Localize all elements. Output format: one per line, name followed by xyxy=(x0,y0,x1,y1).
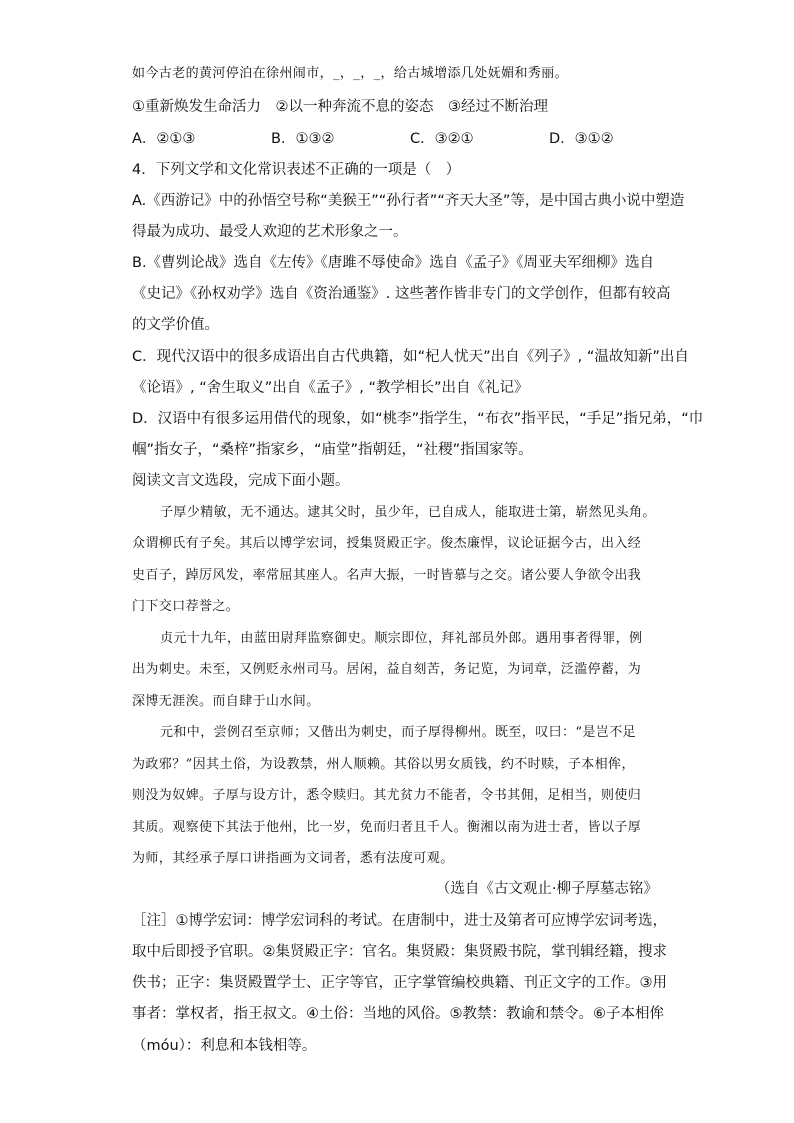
notes-line1: ［注］①博学宏词：博学宏词科的考试。在唐制中，进士及第者可应博学宏词考选， xyxy=(132,913,667,929)
passage-p3-line3: 则没为奴婢。子厚与设方计，悉令赎归。其尤贫力不能者，令书其佣，足相当，则使归 xyxy=(132,788,642,803)
passage-p3-line4: 其质。观察使下其法于他州，比一岁，免而归者且千人。衡湘以南为进士者，皆以子厚 xyxy=(132,820,642,835)
passage-p2-line2: 出为刺史。未至，又例贬永州司马。居闲，益自刻苦，务记览，为词章，泛滥停蓄，为 xyxy=(132,662,642,677)
passage-p3-line2: 为政邪？”因其土俗，为设教禁，州人顺赖。其俗以男女质钱，约不时赎，子本相侔， xyxy=(132,757,635,772)
q3-option-c: C．③②① xyxy=(410,131,474,147)
q3-choices: ①重新焕发生命活力 ②以一种奔流不息的姿态 ③经过不断治理 xyxy=(132,99,548,115)
passage-p1-line1: 子厚少精敏，无不通达。逮其父时，虽少年，已自成人，能取进士第，崭然见头角。 xyxy=(160,505,656,520)
q4-option-b-line3: 的文学价值。 xyxy=(132,317,219,333)
notes-line3: 佚书；正字：集贤殿置学士、正字等官，正字掌管编校典籍、刊正文字的工作。③用 xyxy=(132,975,667,991)
notes-line4: 事者：掌权者，指王叔文。④土俗：当地的风俗。⑤教禁：教谕和禁令。⑥子本相侔 xyxy=(132,1006,664,1022)
q4-option-b-line2: 《史记》《孙权劝学》选自《资治通鉴》. 这些著作皆非专门的文学创作，但都有较高 xyxy=(132,286,671,302)
passage-source: （选自《古文观止·柳子厚墓志铭》 xyxy=(435,881,658,897)
q3-option-b: B．①③② xyxy=(271,131,335,147)
passage-p1-line3: 史百子，踔厉风发，率常屈其座人。名声大振，一时皆慕与之交。诸公要人争欲令出我 xyxy=(132,568,642,583)
notes-line2: 取中后即授予官职。②集贤殿正字：官名。集贤殿：集贤殿书院，掌刊辑经籍，搜求 xyxy=(132,944,667,960)
q4-option-a-line2: 得最为成功、最受人欢迎的艺术形象之一。 xyxy=(132,224,408,240)
q4-option-d-line2: 帼”指女子，“桑梓”指家乡，“庙堂”指朝廷，“社稷”指国家等。 xyxy=(132,442,533,458)
q4-option-b-line1: B.《曹刿论战》选自《左传》《唐雎不辱使命》选自《孟子》《周亚夫军细柳》选自 xyxy=(132,255,655,271)
notes-line5: （móu）：利息和本钱相等。 xyxy=(132,1038,317,1054)
passage-p3-line1: 元和中，尝例召至京师；又偕出为刺史，而子厚得柳州。既至，叹曰：“是岂不足 xyxy=(160,725,637,740)
q3-option-a: A．②①③ xyxy=(132,131,196,147)
passage-p1-line2: 众谓柳氏有子矣。其后以博学宏词，授集贤殿正字。俊杰廉悍，议论证据今古，出入经 xyxy=(132,536,642,551)
reading-intro: 阅读文言文选段，完成下面小题。 xyxy=(132,473,350,489)
q3-stem-tail: 如今古老的黄河停泊在徐州闹市，_，_，_，给古城增添几处妩媚和秀丽。 xyxy=(132,66,569,81)
q4-option-c-line2: 《论语》, “舍生取义”出自《孟子》, “教学相长”出自《礼记》 xyxy=(132,380,529,396)
q3-option-d: D．③①② xyxy=(549,131,614,147)
passage-p2-line3: 深博无涯涘。而自肆于山水间。 xyxy=(132,694,320,709)
q4-option-a-line1: A.《西游记》中的孙悟空号称“美猴王”“孙行者”“齐天大圣”等，是中国古典小说中塑造 xyxy=(132,193,685,209)
passage-p2-line1: 贞元十九年，由蓝田尉拜监察御史。顺宗即位，拜礼部员外郎。遇用事者得罪，例 xyxy=(160,631,643,646)
q4-stem: 4．下列文学和文化常识表述不正确的一项是（ ） xyxy=(132,162,461,178)
q4-option-d-line1: D．汉语中有很多运用借代的现象，如“桃李”指学生，“布衣”指平民，“手足”指兄弟，“巾 xyxy=(132,411,704,427)
passage-p1-line4: 门下交口荐誉之。 xyxy=(132,599,240,614)
q4-option-c-line1: C．现代汉语中的很多成语出自古代典籍，如“杞人忧天”出自《列子》, “温故知新”出自 xyxy=(132,349,689,365)
passage-p3-line5: 为师，其经承子厚口讲指画为文词者，悉有法度可观。 xyxy=(132,851,454,866)
